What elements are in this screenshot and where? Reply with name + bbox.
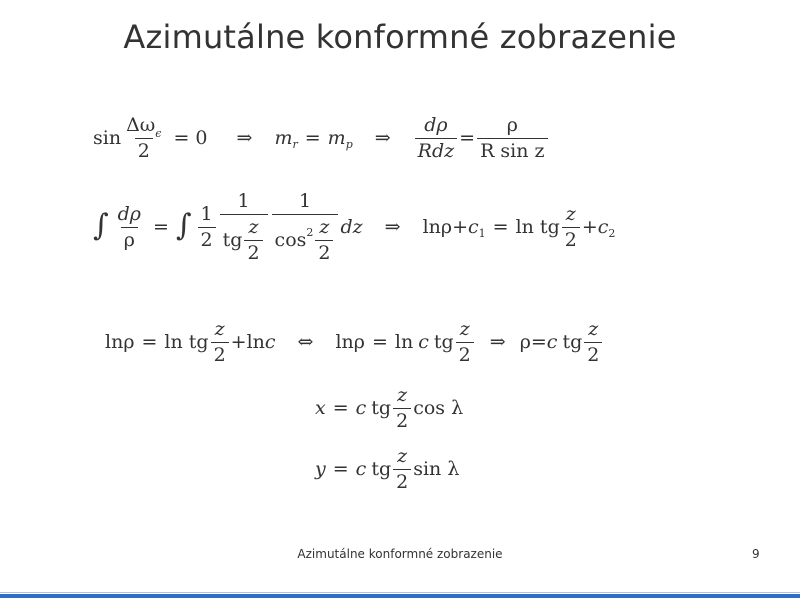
plus-ln: +ln [230, 331, 265, 353]
fraction-denominator: R sin z [477, 138, 547, 161]
fraction-one-over-cos2 [272, 192, 339, 263]
fraction-numerator: z [397, 445, 408, 467]
fraction-denominator [272, 214, 339, 263]
c-constant: c [418, 331, 429, 353]
c-constant: c [597, 216, 609, 238]
equivalence-arrow: ⇔ [297, 331, 314, 353]
fraction-denominator: Rdz [415, 138, 457, 161]
x-variable: x [315, 397, 326, 419]
fraction-numerator: 1 [237, 190, 250, 212]
fraction-z-half [393, 386, 411, 431]
footer-divider-light [0, 592, 800, 593]
ln-tg-function: ln tg [164, 331, 209, 353]
implies-arrow: ⇒ [236, 127, 253, 149]
fraction-denominator: 2 [456, 342, 474, 365]
equals-sign: = [459, 127, 476, 149]
fraction-numerator: dρ [117, 203, 141, 225]
equals-sign: = [371, 331, 388, 353]
integral-sign: ∫ [175, 207, 192, 243]
fraction-numerator: z [565, 203, 576, 225]
c-constant: c [355, 397, 367, 419]
tg-function: tg [222, 229, 243, 251]
fraction-denominator: ρ [121, 227, 138, 250]
sin-lambda: sin λ [413, 458, 460, 480]
fraction-drho-rdz [415, 116, 457, 161]
fraction-numerator: z [588, 318, 599, 340]
subscript-one: 1 [478, 227, 486, 240]
integral-sign: ∫ [93, 207, 109, 243]
cos-lambda: cos λ [413, 397, 464, 419]
equals-sign: = [304, 127, 321, 149]
fraction-numerator: 1 [298, 190, 312, 212]
ln-function: ln [394, 331, 414, 353]
c-constant: c [264, 331, 276, 353]
equation-row-4 [315, 386, 463, 431]
fraction-z-half [315, 218, 333, 263]
c-constant: c [355, 458, 367, 480]
cos-function: cos [274, 229, 307, 251]
fraction-denominator: 2 [135, 138, 153, 161]
implies-arrow: ⇒ [384, 216, 401, 238]
fraction-z-half [456, 320, 474, 365]
p-subscript: p [345, 138, 353, 151]
fraction-numerator: z [397, 384, 408, 406]
tg-function: tg [371, 458, 392, 480]
fraction-z-half [562, 205, 580, 250]
fraction-numerator: dρ [424, 114, 448, 136]
fraction-one-half [198, 205, 216, 250]
equals-sign: = [492, 216, 509, 238]
fraction-denominator: 2 [211, 342, 229, 365]
fraction-denominator [220, 214, 268, 263]
fraction-numerator: z [214, 318, 225, 340]
equals-zero: = 0 [173, 127, 208, 149]
epsilon-subscript: ϵ [155, 127, 162, 140]
r-subscript: r [292, 138, 298, 151]
fraction-delta-omega [123, 116, 164, 161]
implies-arrow: ⇒ [374, 127, 391, 149]
footer-accent-bar [0, 594, 800, 598]
fraction-z-half [244, 218, 262, 263]
y-variable: y [315, 458, 326, 480]
fraction-z-half [211, 320, 229, 365]
ln-rho: lnρ [105, 331, 135, 353]
plus-sign: + [452, 216, 468, 238]
dz-differential: dz [340, 216, 363, 238]
fraction-rho-rsinz [477, 116, 547, 161]
fraction-z-half [393, 447, 411, 492]
fraction-numerator: z [248, 216, 259, 238]
tg-function: tg [371, 397, 392, 419]
implies-arrow: ⇒ [489, 331, 506, 353]
fraction-numerator: z [459, 318, 470, 340]
equation-row-2 [93, 192, 615, 263]
rho-symbol: ρ [519, 331, 531, 353]
page-number: 9 [752, 547, 760, 561]
fraction-denominator: 2 [393, 408, 411, 431]
equals-sign: = [141, 331, 158, 353]
fraction-denominator: 2 [244, 240, 262, 263]
footer-title: Azimutálne konformné zobrazenie [297, 547, 503, 561]
fraction-one-over-tg [220, 192, 268, 263]
equation-row-1 [93, 116, 550, 161]
fraction-numerator: z [319, 216, 330, 238]
fraction-numerator: 1 [200, 203, 213, 225]
fraction-denominator: 2 [393, 469, 411, 492]
slide-title: Azimutálne konformné zobrazenie [123, 18, 677, 56]
m-symbol: m [274, 127, 293, 149]
c-constant: c [546, 331, 558, 353]
exponent: 2 [306, 226, 314, 239]
equals-sign: = [530, 331, 547, 353]
fraction-denominator: 2 [315, 240, 333, 263]
fraction-z-half [584, 320, 602, 365]
sin-function: sin [93, 127, 122, 149]
plus-sign: + [581, 216, 598, 238]
fraction-drho-rho [115, 205, 144, 250]
m-symbol: m [327, 127, 346, 149]
ln-rho: lnρ [422, 216, 453, 238]
ln-tg-function: ln tg [515, 216, 560, 238]
tg-function: tg [562, 331, 583, 353]
equation-row-5 [315, 447, 459, 492]
equation-row-3 [105, 320, 604, 365]
fraction-denominator: 2 [198, 227, 216, 250]
c-constant: c [468, 216, 479, 238]
fraction-numerator [123, 116, 164, 138]
fraction-denominator: 2 [584, 342, 602, 365]
equals-sign: = [332, 458, 349, 480]
ln-rho: lnρ [335, 331, 365, 353]
subscript-two: 2 [608, 227, 616, 240]
delta-omega: Δω [126, 114, 156, 136]
equals-sign: = [332, 397, 349, 419]
fraction-denominator: 2 [562, 227, 580, 250]
fraction-numerator: ρ [506, 114, 518, 136]
tg-function: tg [433, 331, 454, 353]
equals-sign: = [152, 216, 169, 238]
